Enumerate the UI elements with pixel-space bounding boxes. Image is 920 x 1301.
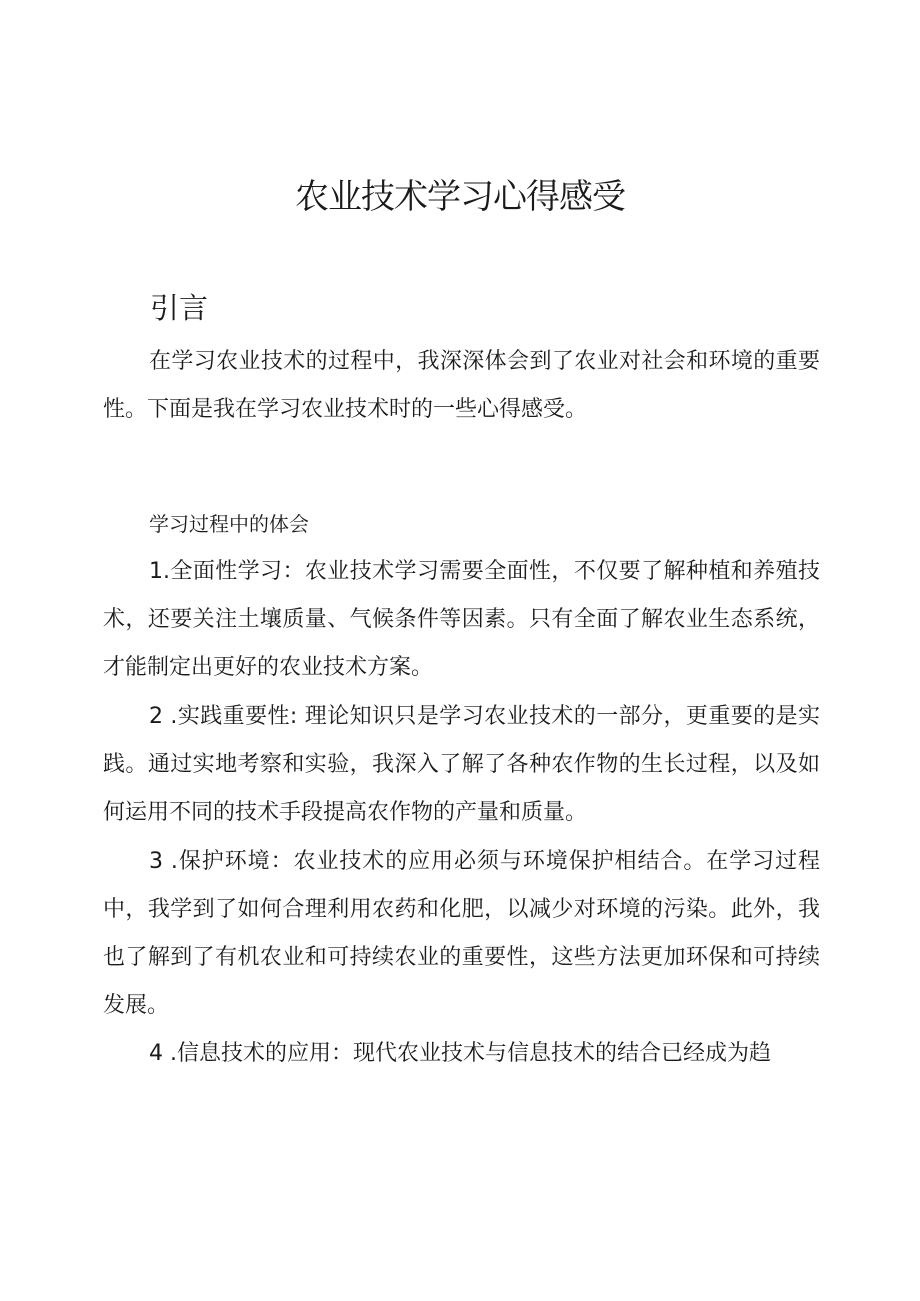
- item-1-text: 农业技术学习需要全面性，不仅要了解种植和养殖技术，还要关注土壤质量、气候条件等因素。只有全面了解农业生态系统，才能制定出更好的农业技术方案。: [103, 559, 820, 680]
- experience-item-4: [103, 1030, 820, 1078]
- experience-item-3: [103, 838, 820, 1030]
- document-title: 农业技术学习心得感受: [295, 177, 625, 217]
- intro-paragraph: 在学习农业技术的过程中，我深深体会到了农业对社会和环境的重要性。下面是我在学习农业技术时的一些心得感受。: [103, 349, 820, 422]
- item-2-lead: 2 .实践重要性:: [149, 704, 298, 729]
- item-4-lead: 4 .信息技术的应用：: [149, 1041, 353, 1066]
- experience-item-1: [103, 548, 820, 692]
- item-1-lead: 1.全面性学习：: [149, 559, 305, 584]
- item-4-text: 现代农业技术与信息技术的结合已经成为趋: [352, 1041, 771, 1066]
- item-3-lead: 3 .保护环境：: [149, 849, 294, 874]
- experience-heading: 学习过程中的体会: [149, 512, 309, 536]
- experience-item-2: [103, 693, 820, 837]
- item-2-text: 理论知识只是学习农业技术的一部分，更重要的是实践。通过实地考察和实验，我深入了解了各种农作物的生长过程，以及如何运用不同的技术手段提高农作物的产量和质量。: [103, 704, 820, 825]
- intro-heading: 引言: [150, 291, 209, 325]
- item-3-text: 农业技术的应用必须与环境保护相结合。在学习过程中，我学到了如何合理利用农药和化肥，以减少对环境的污染。此外，我也了解到了有机农业和可持续农业的重要性，这些方法更加环保和可持续发展。: [103, 849, 821, 1018]
